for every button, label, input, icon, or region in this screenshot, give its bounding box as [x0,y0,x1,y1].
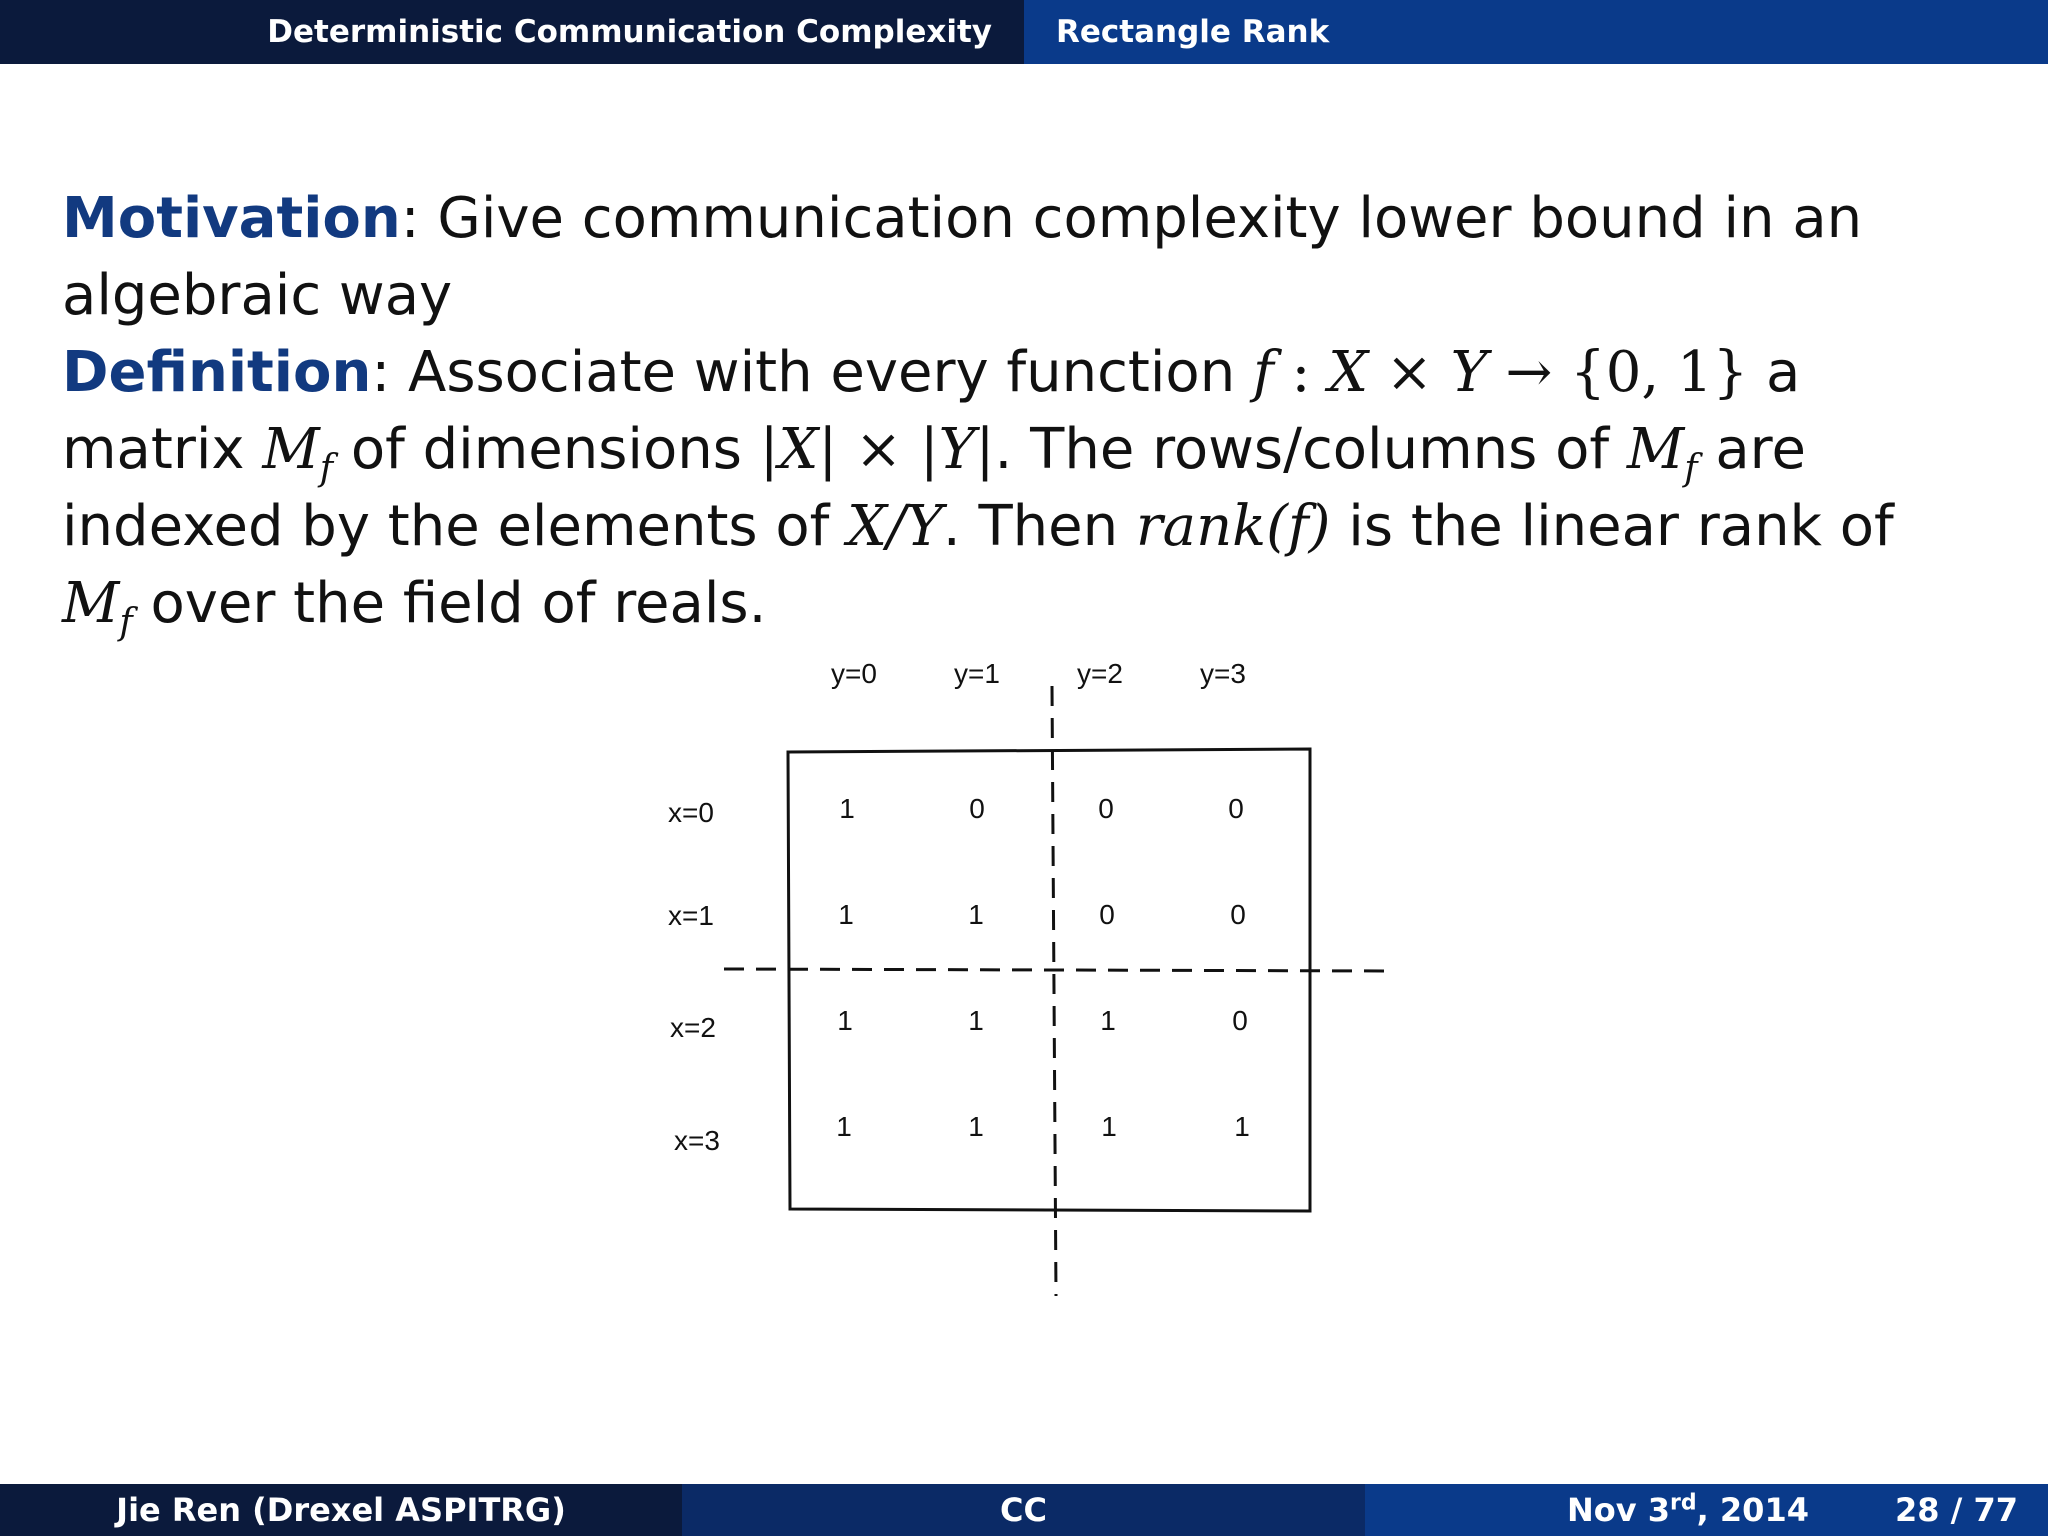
math-M-2: M [1626,417,1685,482]
footer-date-suffix: , 2014 [1696,1491,1809,1529]
definition-paragraph [62,334,1972,642]
math-rank-arg: (f) [1266,494,1331,559]
vertical-partition-line [1052,686,1056,1296]
matrix-cell-2-1: 1 [968,1005,984,1036]
footer-date[interactable] [1567,1491,1809,1529]
horizontal-partition-line [724,969,1390,971]
definition-text-2: a matrix [62,340,1801,482]
math-M-subscript: f [319,448,334,490]
math-M-3: M [62,571,120,636]
motivation-label: Motivation [62,186,401,251]
matrix-border [788,749,1310,1211]
math-arrow-set: → {0, 1} [1487,340,1749,405]
matrix-cell-2-0: 1 [837,1005,853,1036]
definition-text-7: is the linear rank of [1330,494,1894,559]
definition-text-4: . The rows/columns of [994,417,1627,482]
row-label-x0: x=0 [668,797,714,828]
motivation-paragraph [62,180,1972,334]
matrix-cell-3-1: 1 [968,1111,984,1142]
header-section[interactable]: Deterministic Communication Complexity [0,0,1024,64]
footer-short-title[interactable]: CC [682,1484,1365,1536]
matrix-cell-3-0: 1 [836,1111,852,1142]
col-label-y1: y=1 [954,658,1000,689]
col-label-y0: y=0 [831,658,877,689]
math-rank: rank [1135,494,1267,559]
math-dims: |X| × |Y| [759,417,995,482]
math-f: f [1253,340,1274,405]
row-label-x2: x=2 [670,1012,716,1043]
col-label-y2: y=2 [1077,658,1123,689]
math-times: × [1368,340,1451,405]
matrix-cell-1-2: 0 [1099,899,1115,930]
matrix-cell-1-0: 1 [838,899,854,930]
math-M-subscript-3: f [119,602,133,644]
motivation-text: : Give communication complexity lower bound in an algebraic way [62,186,1863,328]
matrix-cell-1-3: 0 [1230,899,1246,930]
definition-label: Definition [62,340,372,405]
math-M-subscript-2: f [1684,448,1698,490]
math-XY: X/Y [847,494,943,559]
definition-text-5: are indexed by the elements of [62,417,1806,559]
row-label-x1: x=1 [668,900,714,931]
math-colon: : [1273,340,1329,405]
matrix-cell-0-2: 0 [1098,793,1114,824]
matrix-cell-1-1: 1 [968,899,984,930]
matrix-cell-2-2: 1 [1100,1005,1116,1036]
row-label-x3: x=3 [674,1125,720,1156]
math-M: M [262,417,320,482]
footer-page-number[interactable]: 28 / 77 [1894,1491,2018,1529]
footer-date-prefix: Nov 3 [1566,1491,1670,1529]
definition-text-8: over the field of reals. [132,571,767,636]
header-subsection[interactable]: Rectangle Rank [1024,0,2048,64]
footer-date-sup: rd [1670,1490,1697,1516]
slide-body [62,180,1972,642]
definition-text-3: of dimensions [333,417,760,482]
definition-text-6: . Then [942,494,1136,559]
matrix-cell-0-3: 0 [1228,793,1244,824]
matrix-cell-2-3: 0 [1232,1005,1248,1036]
matrix-cell-3-3: 1 [1234,1111,1250,1142]
matrix-cell-0-1: 0 [969,793,985,824]
math-X: X [1328,340,1369,405]
footer-author[interactable]: Jie Ren (Drexel ASPITRG) [0,1484,682,1536]
definition-text-1: : Associate with every function [371,340,1253,405]
footer-date-page [1365,1484,2048,1536]
header-bar [0,0,2048,64]
col-label-y3: y=3 [1200,658,1246,689]
matrix-cell-0-0: 1 [839,793,855,824]
matrix-cell-3-2: 1 [1101,1111,1117,1142]
footer-bar [0,1484,2048,1536]
math-Y: Y [1450,340,1488,405]
